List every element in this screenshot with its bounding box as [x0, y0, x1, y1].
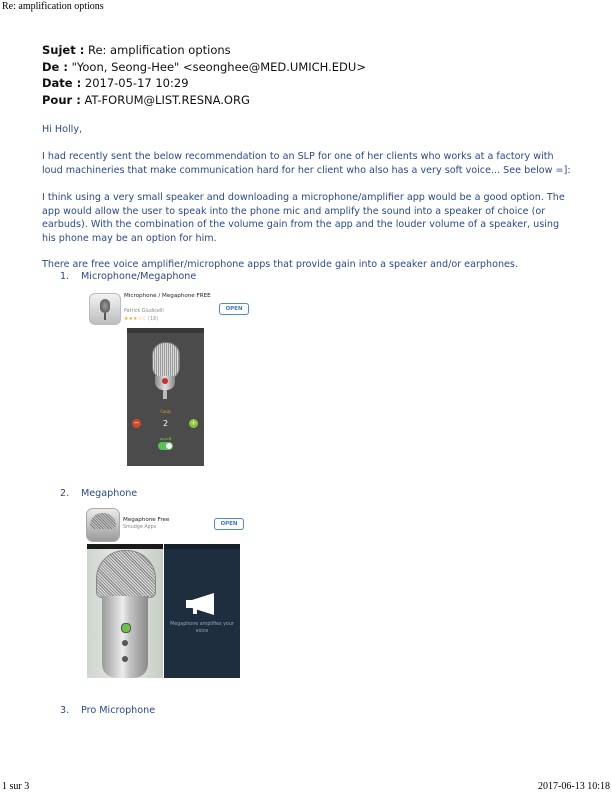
email-header [42, 42, 366, 108]
from-row [42, 59, 366, 76]
record-dot-icon [162, 378, 168, 384]
subject-value: Re: amplification options [87, 43, 231, 57]
stars: ★★★☆☆ [124, 316, 147, 322]
to-value: AT-FORUM@LIST.RESNA.ORG [84, 92, 250, 107]
paragraph-1: I had recently sent the below recommendation to an SLP for one of her clients who works at a factory with loud machineries that make communication hard for her client who also has a very soft voice... See below =]: [42, 151, 571, 176]
list-label: Megaphone [81, 488, 138, 499]
paragraph-2: I think using a very small speaker and downloading a microphone/amplifier app would be a good option. The app would allow the user to speak into the phone mic and amplify the sound into a speaker of choice (or earbuds). With the combination of the volume gain from the app and the louder volume of a speaker, using his phone may be an option for him. [42, 192, 565, 244]
page-counter: 1 sur 3 [2, 781, 30, 792]
app-store-listing-1 [89, 293, 249, 327]
app-developer: Patrick Giudicelli [124, 309, 164, 314]
list-number: 1. [60, 271, 70, 282]
to-row [42, 92, 366, 109]
page-title: Re: amplification options [2, 1, 104, 12]
date-value: 2017-05-17 10:29 [84, 76, 189, 91]
rating-count: (18) [148, 316, 159, 322]
app-name: Megaphone Free [123, 517, 170, 523]
megaphone-icon [184, 592, 220, 616]
list-number: 2. [60, 488, 70, 499]
paragraph-3: There are free voice amplifier/microphone apps that provide gain into a speaker and/or earphones. [42, 259, 518, 270]
to-label: Pour : [42, 92, 81, 107]
toggle-icon [158, 442, 173, 450]
minus-icon: − [133, 419, 140, 427]
list-label: Microphone/Megaphone [81, 271, 197, 282]
greeting: Hi Holly, [42, 124, 83, 135]
status-bar [87, 544, 163, 549]
plus-icon: + [190, 419, 197, 427]
app-screenshot-1 [127, 328, 204, 466]
date-row [42, 75, 366, 92]
from-value: "Yoon, Seong-Hee" <seonghee@MED.UMICH.EDU> [71, 59, 366, 74]
status-bar [164, 544, 240, 549]
app-caption: Megaphone amplifies your voice [170, 622, 234, 634]
from-label: De : [42, 59, 68, 74]
gain-value: 2 [162, 419, 169, 428]
subject-label: Sujet : [42, 43, 85, 57]
app-screenshot-2a [87, 544, 163, 678]
print-timestamp: 2017-06-13 10:18 [538, 781, 610, 792]
app-store-listing-2 [86, 508, 246, 542]
app-developer: Smudge Apps [123, 525, 157, 530]
megaphone-app-icon [86, 508, 120, 542]
date-label: Date : [42, 76, 82, 91]
app-screenshot-2b [164, 544, 240, 678]
list-number: 3. [60, 705, 70, 716]
open-button[interactable]: OPEN [214, 518, 244, 530]
microphone-icon [152, 342, 180, 380]
status-bar [127, 328, 204, 333]
subject-row [42, 42, 366, 59]
star-rating-icon [124, 316, 158, 322]
gain-label: Gain [160, 410, 171, 415]
microphone-app-icon [89, 293, 121, 325]
open-button[interactable]: OPEN [219, 303, 249, 315]
onoff-label: on/off [159, 436, 172, 441]
power-button-icon [121, 623, 131, 633]
list-label: Pro Microphone [81, 705, 156, 716]
microphone-icon [96, 550, 156, 598]
app-name: Microphone / Megaphone FREE [124, 293, 211, 299]
